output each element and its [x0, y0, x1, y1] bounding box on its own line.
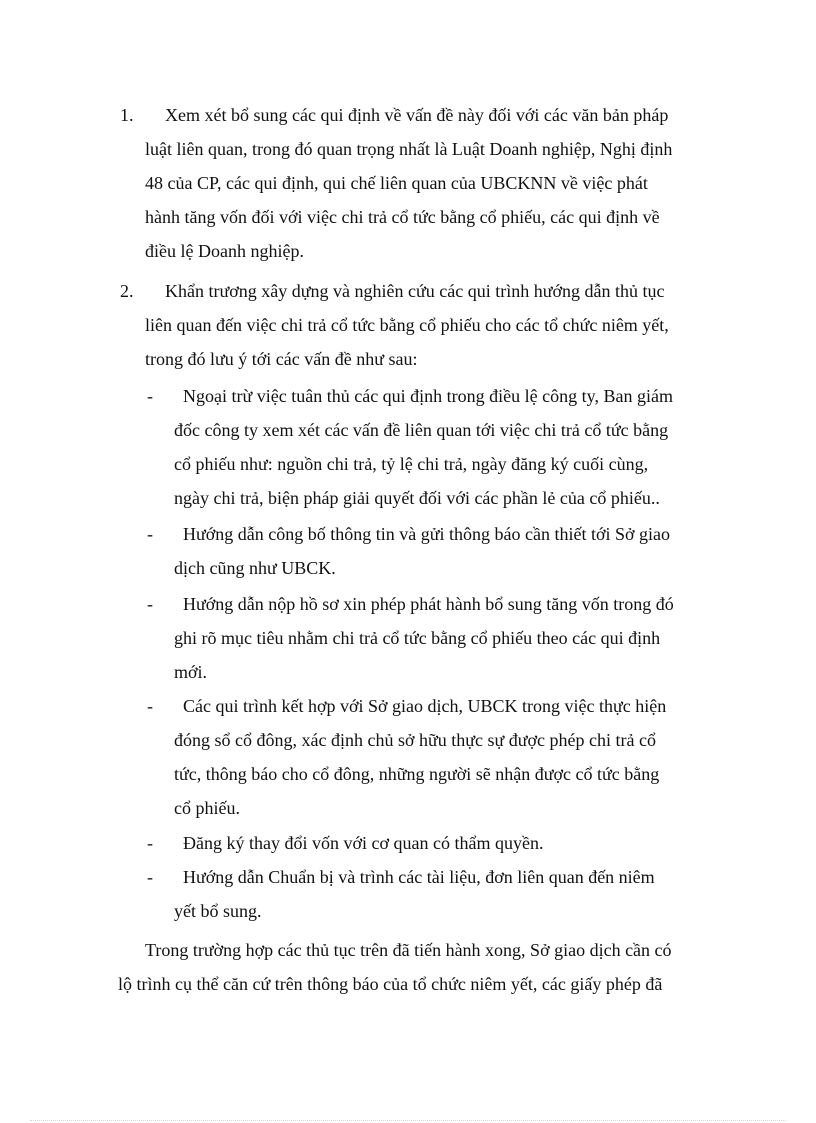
- paragraph-line: lộ trình cụ thể căn cứ trên thông báo của tổ chức niêm yết, các giấy phép đã: [118, 974, 663, 994]
- bullet-line: đốc công ty xem xét các vấn đề liên quan tới việc chi trả cổ tức bằng: [174, 420, 669, 440]
- item-number: 2.: [120, 281, 134, 301]
- bullet-line: cổ phiếu như: nguồn chi trả, tỷ lệ chi trả, ngày đăng ký cuối cùng,: [174, 454, 649, 474]
- bullet-line: dịch cũng như UBCK.: [174, 558, 336, 578]
- item-line: luật liên quan, trong đó quan trọng nhất là Luật Doanh nghiệp, Nghị định: [145, 139, 673, 159]
- bullet-line: ghi rõ mục tiêu nhằm chi trả cổ tức bằng cổ phiếu theo các qui định: [174, 628, 661, 648]
- bullet-line: tức, thông báo cho cổ đông, những người sẽ nhận được cổ tức bằng: [174, 764, 660, 784]
- bullet-line: cổ phiếu.: [174, 798, 240, 818]
- bullet-line: mới.: [174, 662, 208, 682]
- item-number: 1.: [120, 105, 134, 125]
- page-bottom-divider: [30, 1120, 786, 1121]
- bullet-dash: -: [147, 696, 153, 716]
- item-line: liên quan đến việc chi trả cổ tức bằng cổ phiếu cho các tổ chức niêm yết,: [145, 315, 669, 335]
- bullet-line: Ngoại trừ việc tuân thủ các qui định trong điều lệ công ty, Ban giám: [183, 386, 673, 406]
- bullet-line: ngày chi trả, biện pháp giải quyết đối với các phần lẻ của cổ phiếu..: [174, 488, 660, 508]
- item-line: hành tăng vốn đối với việc chi trả cổ tức bằng cổ phiếu, các qui định về: [145, 207, 660, 227]
- item-line: trong đó lưu ý tới các vấn đề như sau:: [145, 349, 418, 369]
- bullet-line: Các qui trình kết hợp với Sở giao dịch, UBCK trong việc thực hiện: [183, 696, 667, 716]
- item-line: Xem xét bổ sung các qui định về vấn đề này đối với các văn bản pháp: [165, 105, 669, 125]
- item-line: điều lệ Doanh nghiệp.: [145, 241, 304, 261]
- bullet-line: Hướng dẫn Chuẩn bị và trình các tài liệu, đơn liên quan đến niêm: [183, 867, 655, 887]
- item-line: Khẩn trương xây dựng và nghiên cứu các qui trình hướng dẫn thủ tục: [165, 281, 665, 301]
- paragraph-line: Trong trường hợp các thủ tục trên đã tiến hành xong, Sở giao dịch cần có: [145, 940, 672, 960]
- bullet-line: Hướng dẫn nộp hồ sơ xin phép phát hành bổ sung tăng vốn trong đó: [183, 594, 674, 614]
- bullet-dash: -: [147, 594, 153, 614]
- bullet-dash: -: [147, 867, 153, 887]
- bullet-dash: -: [147, 833, 153, 853]
- bullet-dash: -: [147, 386, 153, 406]
- bullet-line: Hướng dẫn công bố thông tin và gửi thông báo cần thiết tới Sở giao: [183, 524, 671, 544]
- bullet-line: yết bổ sung.: [174, 901, 262, 921]
- bullet-line: đóng sổ cổ đông, xác định chủ sở hữu thực sự được phép chi trả cổ: [174, 730, 656, 750]
- bullet-dash: -: [147, 524, 153, 544]
- bullet-line: Đăng ký thay đổi vốn với cơ quan có thẩm quyền.: [183, 833, 544, 853]
- item-line: 48 của CP, các qui định, qui chế liên quan của UBCKNN về việc phát: [145, 173, 648, 193]
